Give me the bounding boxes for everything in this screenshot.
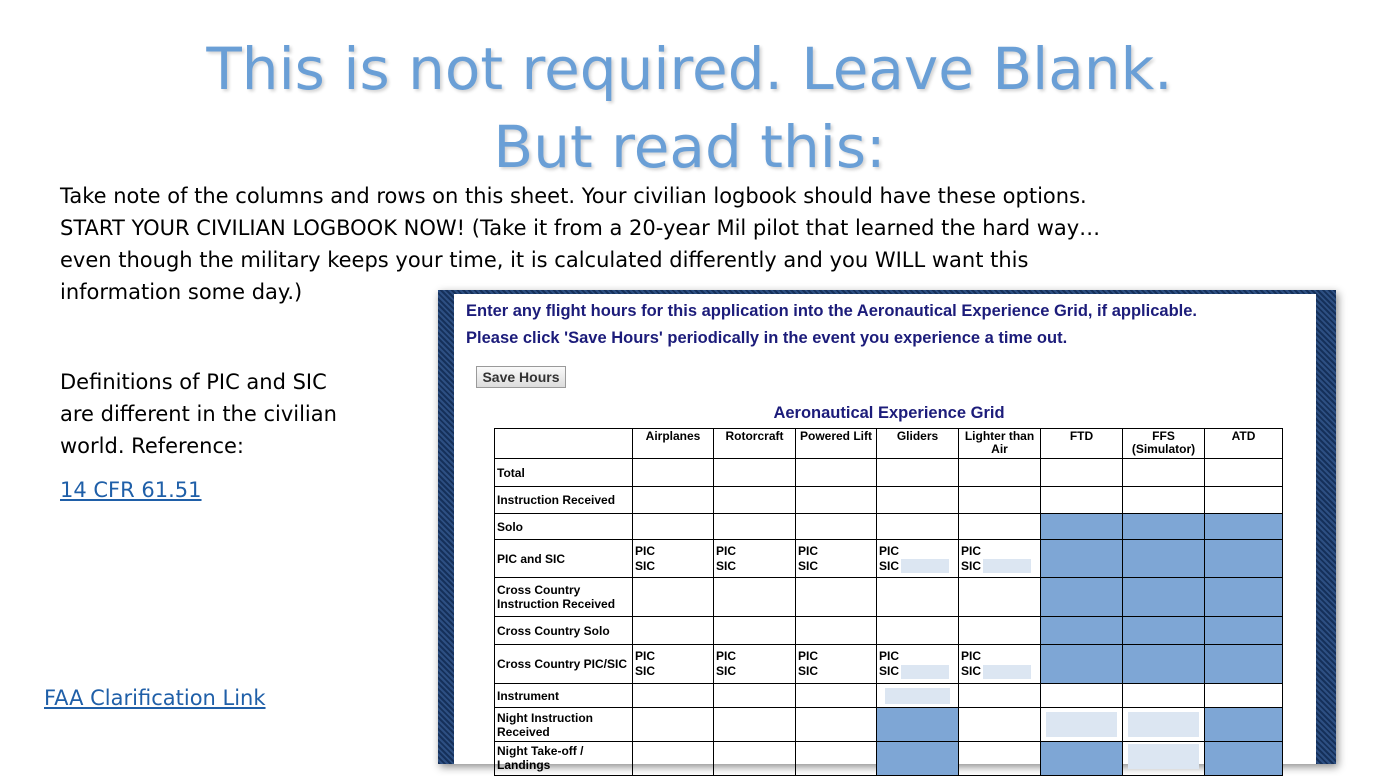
row-night-instruction — [495, 708, 1283, 742]
row-total — [495, 459, 1283, 487]
row-label: Night Instruction Received — [495, 708, 633, 742]
grid-cell[interactable] — [796, 487, 877, 514]
disabled-cell — [1205, 645, 1283, 684]
definitions-text: Definitions of PIC and SIC are different in the civilian world. Reference: — [60, 370, 337, 458]
sic-label: SIC — [961, 664, 982, 678]
grid-cell[interactable] — [633, 617, 714, 645]
grid-cell[interactable] — [959, 487, 1041, 514]
pic-label: PIC — [879, 543, 900, 558]
grid-cell[interactable] — [1205, 459, 1283, 487]
grid-cell[interactable] — [1123, 459, 1205, 487]
grid-cell[interactable] — [796, 617, 877, 645]
disabled-cell — [877, 708, 959, 742]
row-cross-country-instruction — [495, 578, 1283, 617]
title-line-1: This is not required. Leave Blank. — [206, 35, 1173, 103]
aeronautical-experience-grid — [494, 428, 1283, 776]
pic-sic-cell[interactable] — [714, 645, 796, 684]
disabled-cell — [877, 742, 959, 776]
grid-cell[interactable] — [959, 617, 1041, 645]
grid-cell[interactable] — [714, 684, 796, 708]
col-atd: ATD — [1205, 429, 1283, 459]
disabled-cell — [1123, 578, 1205, 617]
sic-label: SIC — [879, 664, 900, 678]
sic-label: SIC — [879, 558, 900, 573]
row-label: Solo — [495, 514, 633, 540]
instruction-enter-hours: Enter any flight hours for this application into the Aeronautical Experience Grid, if applicable. — [466, 302, 1198, 320]
application-screenshot — [438, 290, 1336, 772]
row-pic-and-sic — [495, 540, 1283, 578]
ftd-night-cell — [1041, 708, 1123, 742]
pic-sic-cell[interactable] — [796, 540, 877, 578]
grid-header-row — [495, 429, 1283, 459]
grid-cell[interactable] — [714, 578, 796, 617]
grid-cell[interactable] — [877, 459, 959, 487]
grid-cell[interactable] — [714, 742, 796, 776]
disabled-cell — [1041, 617, 1123, 645]
grid-cell[interactable] — [714, 514, 796, 540]
sic-label: SIC — [798, 558, 819, 573]
grid-cell[interactable] — [796, 708, 877, 742]
grid-cell[interactable] — [877, 578, 959, 617]
grid-cell[interactable] — [1041, 459, 1123, 487]
row-instrument — [495, 684, 1283, 708]
sic-label: SIC — [961, 558, 982, 573]
pic-label: PIC — [961, 649, 982, 663]
grid-cell[interactable] — [877, 617, 959, 645]
title-line-2: But read this: — [493, 113, 886, 181]
grid-cell[interactable] — [796, 459, 877, 487]
col-ftd: FTD — [1041, 429, 1123, 459]
cfr-61-51-link[interactable]: 14 CFR 61.51 — [60, 478, 202, 502]
col-ffs: FFS (Simulator) — [1123, 429, 1205, 459]
grid-cell[interactable] — [796, 684, 877, 708]
grid-cell[interactable] — [714, 617, 796, 645]
grid-cell[interactable] — [877, 514, 959, 540]
grid-cell[interactable] — [1041, 684, 1123, 708]
slide-title — [0, 30, 1379, 186]
pic-sic-cell[interactable] — [877, 645, 959, 684]
disabled-cell — [1041, 578, 1123, 617]
row-label: Instrument — [495, 684, 633, 708]
col-rotorcraft: Rotorcraft — [714, 429, 796, 459]
disabled-cell — [1205, 617, 1283, 645]
grid-cell[interactable] — [714, 487, 796, 514]
pic-label: PIC — [879, 649, 900, 663]
header-corner — [495, 429, 633, 459]
grid-cell[interactable] — [959, 708, 1041, 742]
sic-label: SIC — [635, 664, 656, 678]
pic-label: PIC — [798, 543, 819, 558]
pic-sic-cell[interactable] — [877, 540, 959, 578]
grid-cell[interactable] — [1123, 684, 1205, 708]
sic-hours-input[interactable] — [983, 559, 1031, 573]
grid-cell[interactable] — [714, 708, 796, 742]
ffs-hours-input[interactable] — [1128, 712, 1199, 737]
sic-hours-input[interactable] — [901, 665, 949, 679]
row-label: Cross Country PIC/SIC — [495, 645, 633, 684]
sic-hours-input[interactable] — [983, 665, 1031, 679]
ftd-hours-input[interactable] — [1046, 712, 1117, 737]
sic-label: SIC — [716, 558, 737, 573]
col-lighter-than-air: Lighter than Air — [959, 429, 1041, 459]
disabled-cell — [1205, 708, 1283, 742]
grid-cell[interactable] — [633, 708, 714, 742]
instruction-save-hours: Please click 'Save Hours' periodically in the event you experience a time out. — [466, 329, 1068, 347]
pic-sic-cell[interactable] — [796, 645, 877, 684]
grid-cell[interactable] — [633, 514, 714, 540]
grid-cell[interactable] — [1205, 684, 1283, 708]
grid-cell[interactable] — [1205, 487, 1283, 514]
row-cross-country-solo — [495, 617, 1283, 645]
disabled-cell — [1205, 540, 1283, 578]
grid-cell[interactable] — [1123, 487, 1205, 514]
grid-cell[interactable] — [796, 578, 877, 617]
save-hours-button[interactable]: Save Hours — [476, 366, 566, 388]
grid-cell[interactable] — [633, 684, 714, 708]
pic-sic-cell[interactable] — [959, 540, 1041, 578]
row-label: Total — [495, 459, 633, 487]
pic-sic-cell[interactable] — [714, 540, 796, 578]
ffs-night-cell — [1123, 708, 1205, 742]
ffs-night-landing-cell — [1123, 742, 1205, 776]
disabled-cell — [1205, 514, 1283, 540]
pic-label: PIC — [635, 649, 656, 663]
disabled-cell — [1205, 578, 1283, 617]
row-label: PIC and SIC — [495, 540, 633, 578]
pic-label: PIC — [635, 543, 656, 558]
grid-cell[interactable] — [959, 684, 1041, 708]
sic-label: SIC — [635, 558, 656, 573]
pic-label: PIC — [798, 649, 819, 663]
sic-label: SIC — [716, 664, 737, 678]
row-label: Instruction Received — [495, 487, 633, 514]
pic-label: PIC — [716, 543, 737, 558]
row-label: Cross Country Instruction Received — [495, 578, 633, 617]
col-airplanes: Airplanes — [633, 429, 714, 459]
disabled-cell — [1041, 645, 1123, 684]
disabled-cell — [1041, 514, 1123, 540]
pic-label: PIC — [716, 649, 737, 663]
ffs-landings-input[interactable] — [1128, 744, 1199, 769]
grid-cell[interactable] — [1041, 487, 1123, 514]
grid-cell[interactable] — [633, 578, 714, 617]
row-cross-country-pic-sic — [495, 645, 1283, 684]
disabled-cell — [1123, 617, 1205, 645]
disabled-cell — [1205, 742, 1283, 776]
grid-cell[interactable] — [959, 514, 1041, 540]
application-panel — [454, 294, 1316, 772]
grid-title: Aeronautical Experience Grid — [773, 404, 1005, 422]
disabled-cell — [1041, 742, 1123, 776]
col-gliders: Gliders — [877, 429, 959, 459]
grid-cell[interactable] — [633, 487, 714, 514]
row-solo — [495, 514, 1283, 540]
faa-clarification-link[interactable]: FAA Clarification Link — [44, 686, 266, 710]
grid-cell[interactable] — [959, 578, 1041, 617]
row-instruction-received — [495, 487, 1283, 514]
disabled-cell — [1123, 514, 1205, 540]
disabled-cell — [1123, 645, 1205, 684]
pic-label: PIC — [961, 543, 982, 558]
instrument-hours-input[interactable] — [885, 688, 950, 704]
gliders-instrument-cell — [877, 684, 959, 708]
pic-sic-cell[interactable] — [633, 645, 714, 684]
grid-cell[interactable] — [633, 459, 714, 487]
row-night-takeoff-landings — [495, 742, 1283, 776]
row-label: Night Take-off / Landings — [495, 742, 633, 776]
logbook-note: Take note of the columns and rows on this sheet. Your civilian logbook should have these options. START YOUR CIVILIAN LOGBOOK NOW! (Take it from a 20-year Mil pilot that learned the hard way…even though the military keeps your time, it is calculated differently and you WILL want this information some day.) — [60, 184, 1101, 304]
grid-cell[interactable] — [959, 742, 1041, 776]
sic-label: SIC — [798, 664, 819, 678]
grid-cell[interactable] — [633, 742, 714, 776]
grid-cell[interactable] — [714, 459, 796, 487]
grid-cell[interactable] — [959, 459, 1041, 487]
grid-cell[interactable] — [796, 514, 877, 540]
row-label: Cross Country Solo — [495, 617, 633, 645]
col-powered-lift: Powered Lift — [796, 429, 877, 459]
disabled-cell — [1123, 540, 1205, 578]
grid-cell[interactable] — [877, 487, 959, 514]
pic-sic-cell[interactable] — [959, 645, 1041, 684]
disabled-cell — [1041, 540, 1123, 578]
pic-sic-cell[interactable] — [633, 540, 714, 578]
grid-cell[interactable] — [796, 742, 877, 776]
sic-hours-input[interactable] — [901, 559, 949, 573]
